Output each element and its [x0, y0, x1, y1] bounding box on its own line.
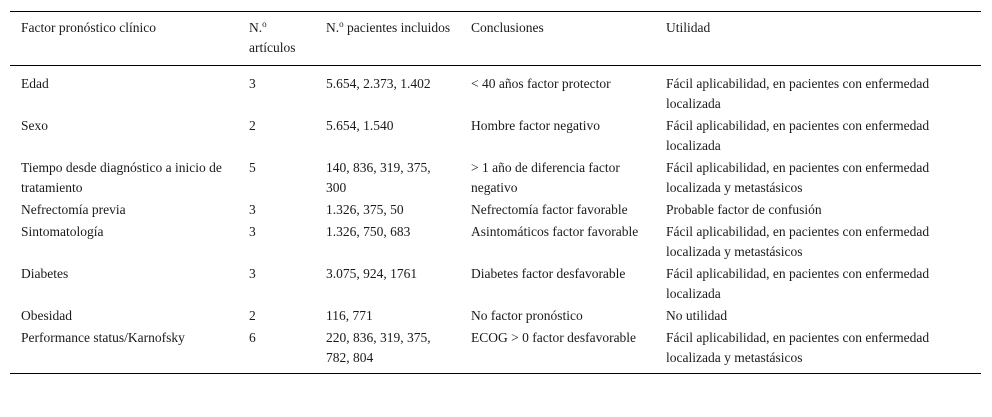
cell-patients: 140, 836, 319, 375, 300	[326, 160, 431, 195]
cell-utility: Fácil aplicabilidad, en pacientes con enfermedad localizada y metastásicos	[666, 160, 930, 195]
cell-conclusion: Asintomáticos factor favorable	[471, 224, 639, 239]
cell-articles: 6	[249, 330, 256, 345]
cell-conclusion: < 40 años factor protector	[471, 76, 611, 91]
header-articles-sup: o	[262, 19, 267, 29]
cell-utility: Fácil aplicabilidad, en pacientes con enfermedad localizada	[666, 118, 930, 153]
cell-patients: 116, 771	[326, 308, 373, 323]
cell-articles: 2	[249, 118, 256, 133]
cell-patients: 5.654, 2.373, 1.402	[326, 76, 431, 91]
cell-factor: Sintomatología	[21, 224, 104, 239]
cell-utility: Probable factor de confusión	[666, 202, 822, 217]
cell-factor: Diabetes	[21, 266, 69, 281]
header-patients-sup: o	[339, 19, 344, 29]
cell-patients: 1.326, 750, 683	[326, 224, 411, 239]
header-articles	[238, 12, 315, 66]
header-patients	[315, 12, 460, 66]
cell-factor: Tiempo desde diagnóstico a inicio de tratamiento	[21, 160, 222, 195]
cell-utility: Fácil aplicabilidad, en pacientes con enfermedad localizada	[666, 76, 930, 111]
cell-conclusion: Diabetes factor desfavorable	[471, 266, 626, 281]
table-row	[10, 116, 981, 158]
table-row	[10, 222, 981, 264]
cell-patients: 5.654, 1.540	[326, 118, 394, 133]
table-row	[10, 264, 981, 306]
table-row	[10, 200, 981, 222]
cell-articles: 3	[249, 202, 256, 217]
header-patients-prefix: N.	[326, 20, 340, 35]
cell-patients: 1.326, 375, 50	[326, 202, 404, 217]
cell-utility: Fácil aplicabilidad, en pacientes con enfermedad localizada y metastásicos	[666, 224, 930, 259]
prognostic-factors-table	[10, 11, 981, 374]
header-row	[10, 12, 981, 66]
header-factor: Factor pronóstico clínico	[21, 20, 156, 35]
cell-factor: Edad	[21, 76, 49, 91]
cell-articles: 2	[249, 308, 256, 323]
header-articles-suffix: artículos	[249, 40, 296, 55]
table-row	[10, 306, 981, 328]
cell-conclusion: > 1 año de diferencia factor negativo	[471, 160, 620, 195]
cell-utility: Fácil aplicabilidad, en pacientes con enfermedad localizada y metastásicos	[666, 330, 930, 365]
cell-conclusion: No factor pronóstico	[471, 308, 583, 323]
table-header	[10, 12, 981, 66]
cell-factor: Obesidad	[21, 308, 72, 323]
cell-articles: 3	[249, 76, 256, 91]
table-row	[10, 66, 981, 117]
cell-articles: 5	[249, 160, 256, 175]
table-row	[10, 328, 981, 374]
cell-articles: 3	[249, 224, 256, 239]
table-body	[10, 66, 981, 374]
cell-utility: Fácil aplicabilidad, en pacientes con enfermedad localizada	[666, 266, 930, 301]
cell-factor: Sexo	[21, 118, 48, 133]
cell-conclusion: Nefrectomía factor favorable	[471, 202, 628, 217]
cell-factor: Performance status/Karnofsky	[21, 330, 185, 345]
cell-utility: No utilidad	[666, 308, 728, 323]
header-articles-prefix: N.	[249, 20, 263, 35]
cell-articles: 3	[249, 266, 256, 281]
header-utility: Utilidad	[666, 20, 711, 35]
header-conclusions: Conclusiones	[471, 20, 544, 35]
cell-factor: Nefrectomía previa	[21, 202, 126, 217]
cell-patients: 220, 836, 319, 375, 782, 804	[326, 330, 431, 365]
cell-conclusion: Hombre factor negativo	[471, 118, 600, 133]
cell-patients: 3.075, 924, 1761	[326, 266, 418, 281]
header-patients-suffix: pacientes incluidos	[347, 20, 451, 35]
table-row	[10, 158, 981, 200]
prognostic-factors-table-container	[10, 11, 981, 374]
cell-conclusion: ECOG > 0 factor desfavorable	[471, 330, 637, 345]
